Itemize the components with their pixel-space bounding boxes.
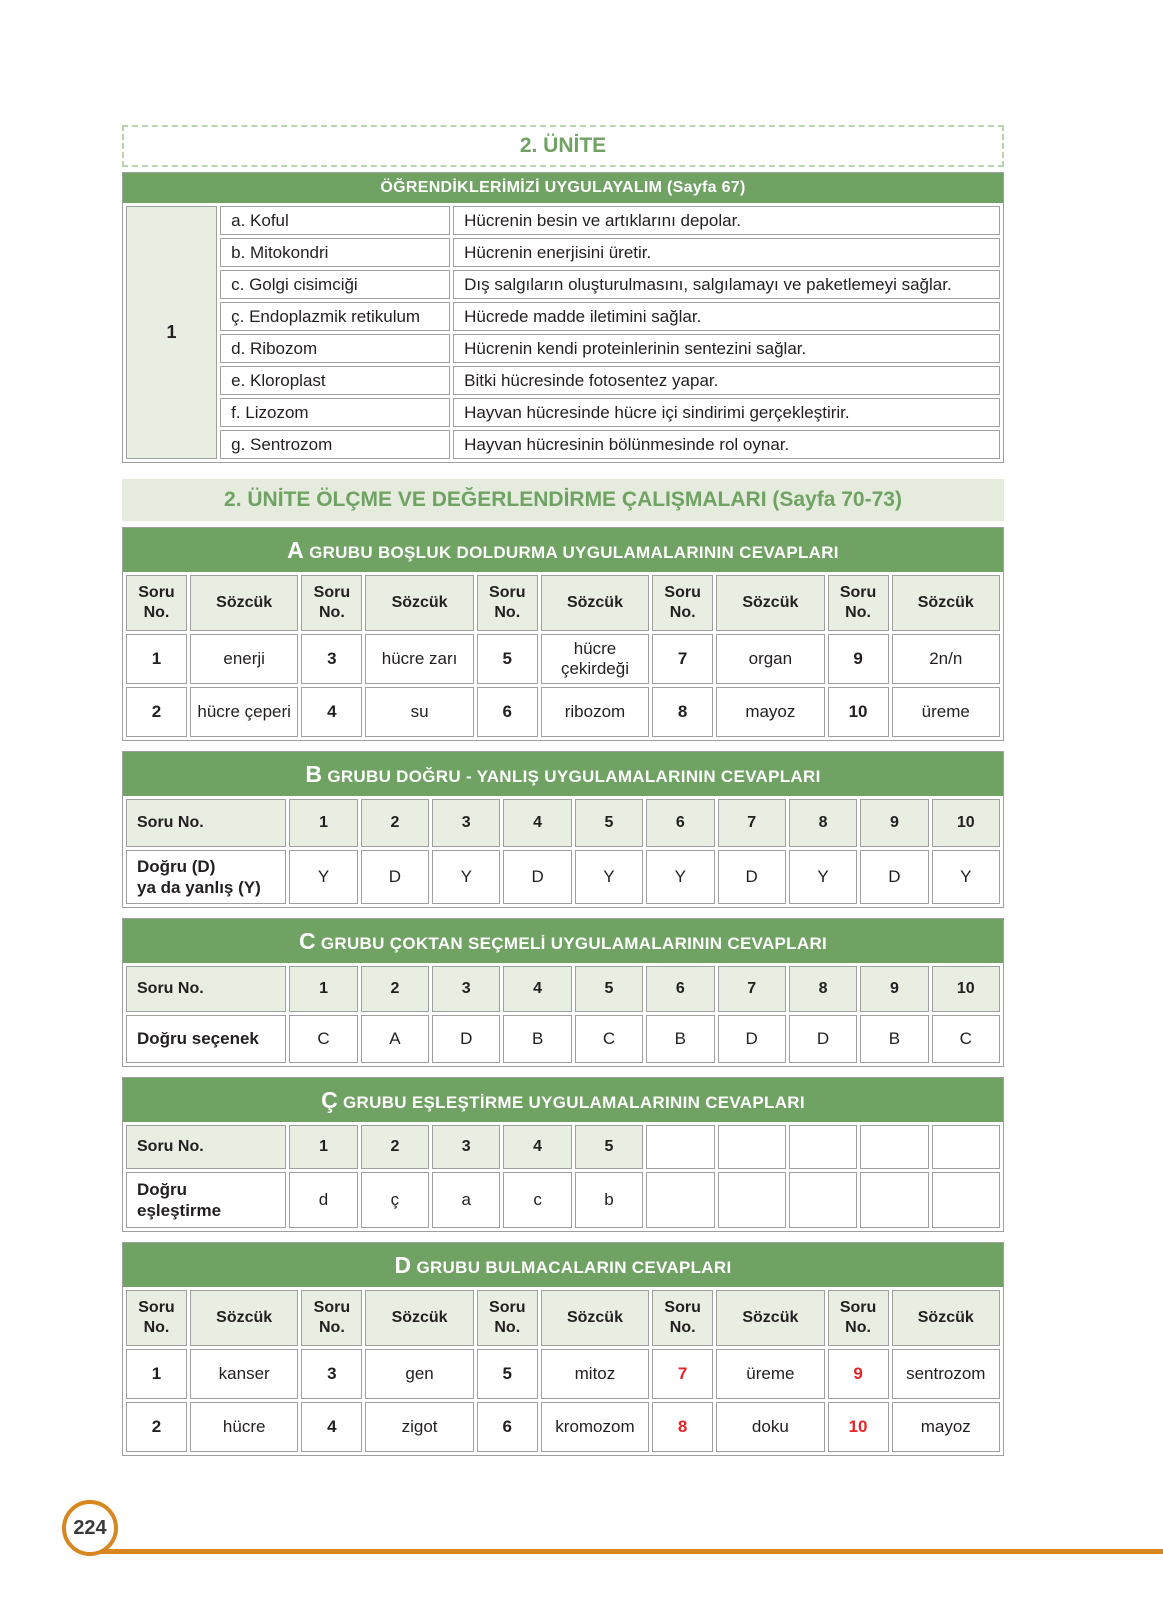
col-header-sozcuk: Sözcük — [541, 575, 649, 631]
page-content — [122, 125, 1004, 1466]
answer-word: kanser — [190, 1349, 298, 1399]
question-number: 7 — [718, 799, 786, 847]
answer-no: 8 — [652, 1402, 713, 1452]
match-item: a. Koful — [220, 206, 450, 235]
answer-value: C — [932, 1015, 1000, 1063]
answer-no: 6 — [477, 687, 538, 737]
group-b-section — [122, 751, 1004, 908]
match-desc: Hayvan hücresinde hücre içi sindirimi gerçekleştirir. — [453, 398, 1000, 427]
answer-word: mayoz — [716, 687, 824, 737]
answer-word: organ — [716, 634, 824, 684]
answer-value: D — [789, 1015, 857, 1063]
col-header-soru-no: Soru No. — [652, 1290, 713, 1346]
answer-value: Y — [646, 850, 714, 904]
col-header-soru-no: Soru No. — [301, 1290, 362, 1346]
answer-word: hücre çekirdeği — [541, 634, 649, 684]
answer-no: 9 — [828, 1349, 889, 1399]
match-item: f. Lizozom — [220, 398, 450, 427]
answer-no: 5 — [477, 634, 538, 684]
question-number: 6 — [646, 799, 714, 847]
question-number-cell: 1 — [126, 206, 217, 459]
answer-no: 1 — [126, 1349, 187, 1399]
group-a-section — [122, 527, 1004, 741]
answer-value: c — [503, 1172, 571, 1228]
match-desc: Hücrenin besin ve artıklarını depolar. — [453, 206, 1000, 235]
answer-word: kromozom — [541, 1402, 649, 1452]
group-a-table — [123, 572, 1003, 740]
answer-word: mayoz — [892, 1402, 1000, 1452]
answer-no: 10 — [828, 1402, 889, 1452]
answer-value: d — [289, 1172, 357, 1228]
empty-cell — [932, 1172, 1000, 1228]
col-header-sozcuk: Sözcük — [190, 1290, 298, 1346]
row-label-answer: Doğru eşleştirme — [126, 1172, 286, 1228]
match-item: c. Golgi cisimciği — [220, 270, 450, 299]
match-desc: Hücrenin enerjisini üretir. — [453, 238, 1000, 267]
question-number: 8 — [789, 799, 857, 847]
answer-value: D — [361, 850, 429, 904]
answer-no: 4 — [301, 687, 362, 737]
answer-no: 7 — [652, 1349, 713, 1399]
question-number: 4 — [503, 966, 571, 1012]
answer-value: b — [575, 1172, 643, 1228]
answer-value: a — [432, 1172, 500, 1228]
answer-no: 3 — [301, 1349, 362, 1399]
match-item: g. Sentrozom — [220, 430, 450, 459]
group-d-title: D GRUBU BULMACALARIN CEVAPLARI — [123, 1243, 1003, 1287]
answer-no: 3 — [301, 634, 362, 684]
answer-no: 7 — [652, 634, 713, 684]
empty-cell — [860, 1125, 928, 1169]
answer-no: 9 — [828, 634, 889, 684]
question-number: 10 — [932, 799, 1000, 847]
col-header-sozcuk: Sözcük — [716, 575, 824, 631]
answer-value: B — [860, 1015, 928, 1063]
group-d-section — [122, 1242, 1004, 1456]
answer-value: C — [575, 1015, 643, 1063]
question-number: 3 — [432, 1125, 500, 1169]
answer-no: 2 — [126, 1402, 187, 1452]
question-number: 9 — [860, 799, 928, 847]
empty-cell — [860, 1172, 928, 1228]
answer-value: C — [289, 1015, 357, 1063]
row-label-soru-no: Soru No. — [126, 966, 286, 1012]
match-desc: Dış salgıların oluşturulmasını, salgılamayı ve paketlemeyi sağlar. — [453, 270, 1000, 299]
answer-word: gen — [365, 1349, 473, 1399]
answer-value: Y — [575, 850, 643, 904]
answer-word: zigot — [365, 1402, 473, 1452]
row-label-answer: Doğru seçenek — [126, 1015, 286, 1063]
answer-value: B — [646, 1015, 714, 1063]
col-header-sozcuk: Sözcük — [365, 575, 473, 631]
col-header-sozcuk: Sözcük — [190, 575, 298, 631]
question-number: 5 — [575, 1125, 643, 1169]
col-header-sozcuk: Sözcük — [892, 1290, 1000, 1346]
answer-value: D — [718, 850, 786, 904]
answer-no: 10 — [828, 687, 889, 737]
answer-word: üreme — [716, 1349, 824, 1399]
answer-value: D — [718, 1015, 786, 1063]
answer-word: hücre — [190, 1402, 298, 1452]
empty-cell — [932, 1125, 1000, 1169]
unit-title: 2. ÜNİTE — [519, 134, 607, 157]
answer-value: D — [503, 850, 571, 904]
page-number: 224 — [73, 1516, 107, 1539]
empty-cell — [646, 1172, 714, 1228]
answer-word: mitoz — [541, 1349, 649, 1399]
apply-learned-title: ÖĞRENDİKLERİMİZİ UYGULAYALIM (Sayfa 67) — [123, 173, 1003, 203]
group-b-title: B GRUBU DOĞRU - YANLIŞ UYGULAMALARININ CEVAPLARI — [123, 752, 1003, 796]
match-desc: Hücrenin kendi proteinlerinin sentezini sağlar. — [453, 334, 1000, 363]
question-number: 2 — [361, 799, 429, 847]
col-header-soru-no: Soru No. — [301, 575, 362, 631]
question-number: 5 — [575, 799, 643, 847]
answer-word: 2n/n — [892, 634, 1000, 684]
question-number: 1 — [289, 966, 357, 1012]
answer-word: sentrozom — [892, 1349, 1000, 1399]
empty-cell — [789, 1172, 857, 1228]
row-label-soru-no: Soru No. — [126, 799, 286, 847]
empty-cell — [789, 1125, 857, 1169]
question-number: 8 — [789, 966, 857, 1012]
col-header-soru-no: Soru No. — [126, 575, 187, 631]
unit-evaluation-heading: 2. ÜNİTE ÖLÇME VE DEĞERLENDİRME ÇALIŞMALARI (Sayfa 70-73) — [122, 479, 1004, 521]
match-item: ç. Endoplazmik retikulum — [220, 302, 450, 331]
group-a-title: A GRUBU BOŞLUK DOLDURMA UYGULAMALARININ CEVAPLARI — [123, 528, 1003, 572]
group-ch-title: Ç GRUBU EŞLEŞTİRME UYGULAMALARININ CEVAPLARI — [123, 1078, 1003, 1122]
answer-value: Y — [432, 850, 500, 904]
group-c-title: C GRUBU ÇOKTAN SEÇMELİ UYGULAMALARININ CEVAPLARI — [123, 919, 1003, 963]
answer-no: 1 — [126, 634, 187, 684]
match-item: b. Mitokondri — [220, 238, 450, 267]
group-ch-section — [122, 1077, 1004, 1232]
matching-answers-table — [123, 203, 1003, 462]
col-header-soru-no: Soru No. — [828, 575, 889, 631]
answer-word: hücre çeperi — [190, 687, 298, 737]
answer-word: hücre zarı — [365, 634, 473, 684]
group-b-table — [123, 796, 1003, 907]
match-desc: Bitki hücresinde fotosentez yapar. — [453, 366, 1000, 395]
answer-word: ribozom — [541, 687, 649, 737]
answer-no: 4 — [301, 1402, 362, 1452]
page-number-badge — [62, 1500, 118, 1556]
empty-cell — [718, 1125, 786, 1169]
question-number: 2 — [361, 966, 429, 1012]
answer-value: ç — [361, 1172, 429, 1228]
question-number: 6 — [646, 966, 714, 1012]
empty-cell — [646, 1125, 714, 1169]
question-number: 2 — [361, 1125, 429, 1169]
match-item: d. Ribozom — [220, 334, 450, 363]
group-ch-table — [123, 1122, 1003, 1231]
col-header-soru-no: Soru No. — [126, 1290, 187, 1346]
col-header-sozcuk: Sözcük — [365, 1290, 473, 1346]
question-number: 1 — [289, 799, 357, 847]
row-label-answer: Doğru (D) ya da yanlış (Y) — [126, 850, 286, 904]
answer-value: Y — [789, 850, 857, 904]
col-header-soru-no: Soru No. — [828, 1290, 889, 1346]
col-header-sozcuk: Sözcük — [892, 575, 1000, 631]
answer-value: Y — [932, 850, 1000, 904]
col-header-sozcuk: Sözcük — [541, 1290, 649, 1346]
group-d-table — [123, 1287, 1003, 1455]
col-header-soru-no: Soru No. — [477, 575, 538, 631]
footer-rule — [95, 1549, 1163, 1554]
group-c-table — [123, 963, 1003, 1066]
question-number: 3 — [432, 966, 500, 1012]
answer-word: enerji — [190, 634, 298, 684]
question-number: 10 — [932, 966, 1000, 1012]
question-number: 9 — [860, 966, 928, 1012]
match-desc: Hayvan hücresinin bölünmesinde rol oynar. — [453, 430, 1000, 459]
question-number: 5 — [575, 966, 643, 1012]
group-c-section — [122, 918, 1004, 1067]
answer-word: doku — [716, 1402, 824, 1452]
question-number: 1 — [289, 1125, 357, 1169]
answer-value: D — [432, 1015, 500, 1063]
answer-value: B — [503, 1015, 571, 1063]
empty-cell — [718, 1172, 786, 1228]
col-header-soru-no: Soru No. — [652, 575, 713, 631]
answer-no: 2 — [126, 687, 187, 737]
apply-learned-section — [122, 172, 1004, 463]
answer-no: 6 — [477, 1402, 538, 1452]
match-desc: Hücrede madde iletimini sağlar. — [453, 302, 1000, 331]
question-number: 4 — [503, 799, 571, 847]
answer-value: D — [860, 850, 928, 904]
answer-value: A — [361, 1015, 429, 1063]
unit-title-box — [122, 125, 1004, 167]
answer-word: üreme — [892, 687, 1000, 737]
question-number: 3 — [432, 799, 500, 847]
answer-no: 8 — [652, 687, 713, 737]
answer-value: Y — [289, 850, 357, 904]
col-header-soru-no: Soru No. — [477, 1290, 538, 1346]
match-item: e. Kloroplast — [220, 366, 450, 395]
question-number: 4 — [503, 1125, 571, 1169]
row-label-soru-no: Soru No. — [126, 1125, 286, 1169]
col-header-sozcuk: Sözcük — [716, 1290, 824, 1346]
answer-word: su — [365, 687, 473, 737]
question-number: 7 — [718, 966, 786, 1012]
answer-no: 5 — [477, 1349, 538, 1399]
